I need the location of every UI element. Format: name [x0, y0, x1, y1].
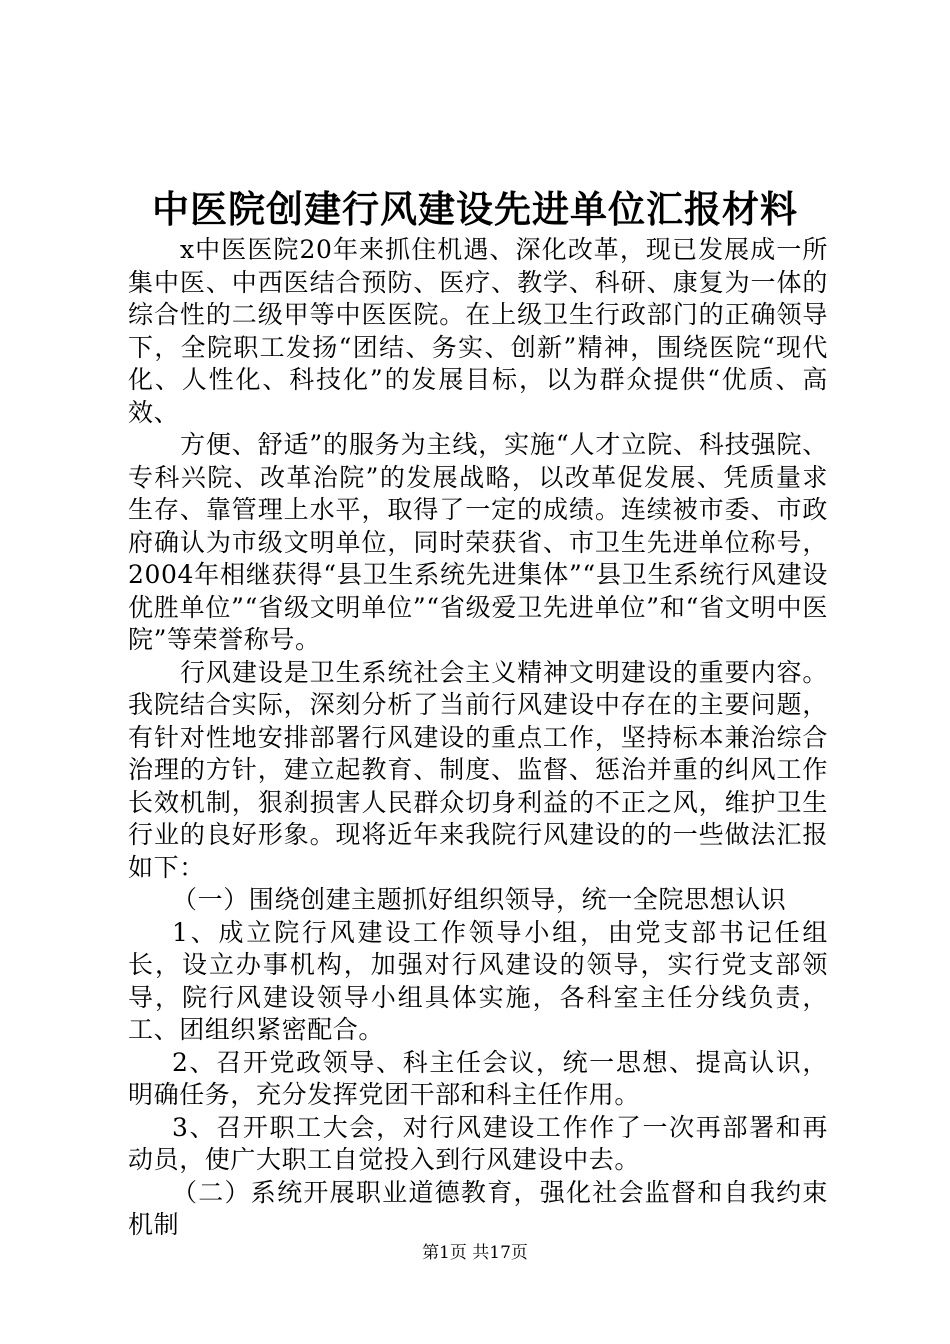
document-body [128, 234, 828, 1242]
paragraph-achievements: 方便、舒适”的服务为主线，实施“人才立院、科技强院、专科兴院、改革治院”的发展战略，以改革促发展、凭质量求生存、靠管理上水平，取得了一定的成绩。连续被市委、市政府确认为市级文明单位，同时荣获省、市卫生先进单位称号，2004年相继获得“县卫生系统先进集体”“县卫生系统行风建设优胜单位”“省级文明单位”“省级爱卫先进单位”和“省文明中医院”等荣誉称号。 [128, 430, 828, 654]
page-footer: 第1页 共17页 [422, 1243, 528, 1263]
list-item-3: 3、召开职工大会，对行风建设工作作了一次再部署和再动员，使广大职工自觉投入到行风建设中去。 [128, 1112, 828, 1174]
list-item-2: 2、召开党政领导、科主任会议，统一思想、提高认识，明确任务，充分发挥党团干部和科主任作用。 [128, 1047, 828, 1109]
list-item-1: 1、成立院行风建设工作领导小组，由党支部书记任组长，设立办事机构，加强对行风建设的领导，实行党支部领导，院行风建设领导小组具体实施，各科室主任分线负责，工、团组织紧密配合。 [128, 917, 828, 1044]
paragraph-intro: x中医医院20年来抓住机遇、深化改革，现已发展成一所集中医、中西医结合预防、医疗、教学、科研、康复为一体的综合性的二级甲等中医医院。在上级卫生行政部门的正确领导下，全院职工发扬“团结、务实、创新”精神，围绕医院“现代化、人性化、科技化”的发展目标，以为群众提供“优质、高效、 [128, 235, 828, 427]
paragraph-overview: 行风建设是卫生系统社会主义精神文明建设的重要内容。我院结合实际，深刻分析了当前行风建设中存在的主要问题，有针对性地安排部署行风建设的重点工作，坚持标本兼治综合治理的方针，建立起教育、制度、监督、惩治并重的纠风工作长效机制，狠刹损害人民群众切身利益的不正之风，维护卫生行业的良好形象。现将近年来我院行风建设的的一些做法汇报如下： [128, 657, 828, 882]
section-heading-1: （一）围绕创建主题抓好组织领导，统一全院思想认识 [172, 885, 787, 914]
section-heading-2: （二）系统开展职业道德教育，强化社会监督和自我约束机制 [128, 1177, 828, 1239]
document-title: 中医院创建行风建设先进单位汇报材料 [152, 187, 798, 231]
